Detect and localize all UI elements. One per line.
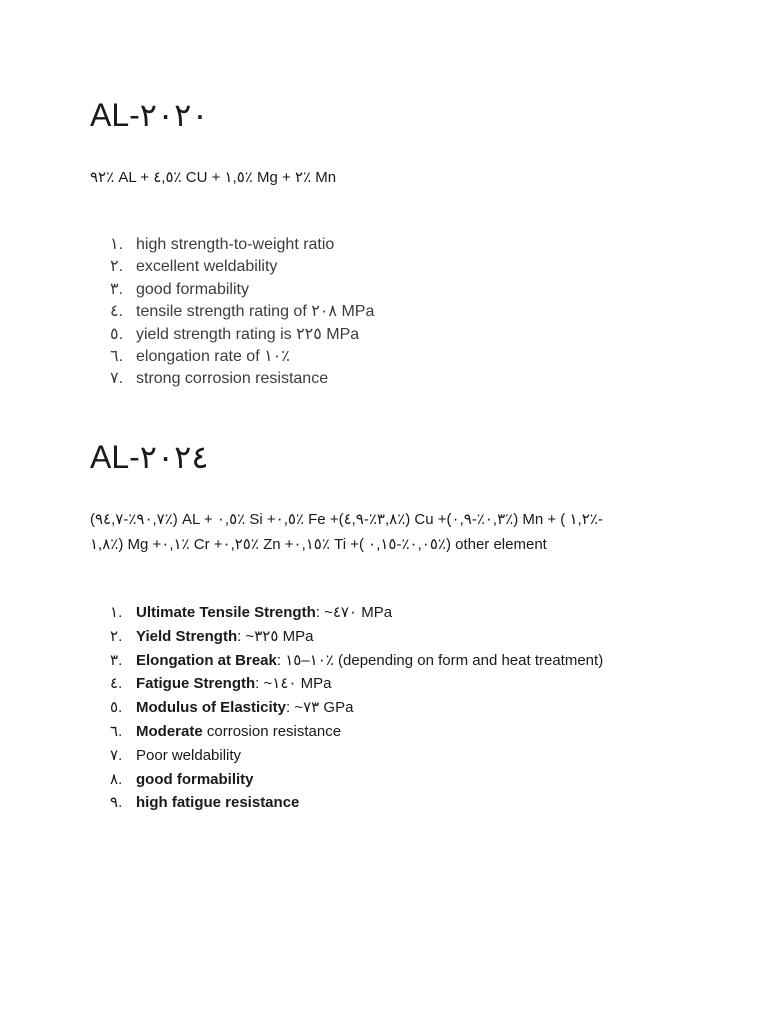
list-number: ٦. bbox=[110, 348, 124, 366]
section1-formula bbox=[90, 165, 670, 190]
list-item bbox=[110, 256, 374, 278]
list-number: ٢. bbox=[110, 258, 124, 276]
list-item-bold-text: Modulus of Elasticity bbox=[136, 699, 287, 717]
list-item-text: excellent weldability bbox=[136, 258, 278, 276]
list-item-text: good formability bbox=[136, 280, 249, 298]
list-item-text: high strength-to-weight ratio bbox=[136, 236, 335, 253]
list-item-bold-text: high fatigue resistance bbox=[136, 794, 300, 812]
list-item-bold-text: Moderate bbox=[136, 722, 203, 740]
list-number: ٤. bbox=[110, 303, 124, 321]
list-item-text: : ~٧٣ GPa bbox=[286, 699, 354, 717]
list-number: ٧. bbox=[110, 746, 123, 764]
list-number: ٣. bbox=[110, 280, 124, 298]
list-item-text: tensile strength rating of ٢٠٨ MPa bbox=[136, 303, 375, 321]
list-item bbox=[110, 744, 603, 768]
list-item bbox=[110, 601, 603, 625]
list-number: ٩. bbox=[110, 794, 123, 812]
list-item-text: Poor weldability bbox=[136, 746, 242, 764]
list-item-text: yield strength rating is ٢٢٥ MPa bbox=[136, 325, 360, 343]
list-item bbox=[110, 346, 374, 368]
list-number: ٢. bbox=[110, 627, 123, 645]
section2-title: AL-٢٠٢٤ bbox=[90, 439, 209, 475]
list-item-text: strong corrosion resistance bbox=[136, 370, 329, 388]
section2-formula-line1: (٩٠,٧٪-٩٤,٧٪) AL + ٠,٥٪ Si +٠,٥٪ Fe +(٣,٨٪-٤,٩٪) Cu +(٠,٣٪-٠,٩٪) Mn + ( ١,٢٪- bbox=[90, 511, 603, 528]
list-number: ١. bbox=[110, 236, 124, 253]
section1-formula-text: ٩٢٪ AL + ٤,٥٪ CU + ١,٥٪ Mg + ٢٪ Mn bbox=[90, 169, 337, 186]
section2-formula-line2: ١,٨٪) Mg +٠,١٪ Cr +٠,٢٥٪ Zn +٠,١٥٪ Ti +( ٠,٠٥٪-٠,١٥٪) other element bbox=[90, 536, 547, 553]
list-number: ٨. bbox=[110, 770, 123, 788]
list-item bbox=[110, 324, 374, 346]
list-item-bold-text: Fatigue Strength bbox=[136, 675, 256, 693]
list-number: ٥. bbox=[110, 699, 123, 717]
list-item-bold-text: Elongation at Break bbox=[136, 651, 277, 669]
list-item bbox=[110, 649, 603, 673]
section1-title: AL-٢٠٢٠ bbox=[90, 97, 209, 133]
list-item-text: : ١٠–١٥٪ (depending on form and heat treatment) bbox=[276, 651, 604, 669]
list-item bbox=[110, 672, 603, 696]
list-item-text: : ~٣٢٥ MPa bbox=[237, 627, 314, 645]
list-item bbox=[110, 625, 603, 649]
list-number: ٦. bbox=[110, 722, 123, 740]
list-item-bold-text: good formability bbox=[136, 770, 254, 788]
list-item bbox=[110, 234, 374, 256]
list-item-text: : ~٤٧٠ MPa bbox=[315, 604, 393, 621]
section2-formula bbox=[90, 507, 670, 557]
list-item-text: : ~١٤٠ MPa bbox=[255, 675, 332, 693]
list-item bbox=[110, 768, 603, 792]
list-item bbox=[110, 279, 374, 301]
list-item bbox=[110, 301, 374, 323]
section1-properties-list bbox=[110, 234, 374, 391]
list-item bbox=[110, 791, 603, 815]
list-number: ٥. bbox=[110, 325, 124, 343]
list-number: ٣. bbox=[110, 651, 123, 669]
list-number: ٤. bbox=[110, 675, 123, 693]
list-item bbox=[110, 368, 374, 390]
list-item-bold-text: Yield Strength bbox=[136, 627, 238, 645]
list-number: ١. bbox=[110, 604, 123, 621]
list-item bbox=[110, 720, 603, 744]
list-item bbox=[110, 696, 603, 720]
list-item-text: elongation rate of ١٠٪ bbox=[136, 348, 290, 366]
section2-properties-list bbox=[110, 601, 603, 815]
list-item-text: corrosion resistance bbox=[202, 722, 342, 740]
list-item-bold-text: Ultimate Tensile Strength bbox=[136, 604, 316, 621]
list-number: ٧. bbox=[110, 370, 124, 388]
